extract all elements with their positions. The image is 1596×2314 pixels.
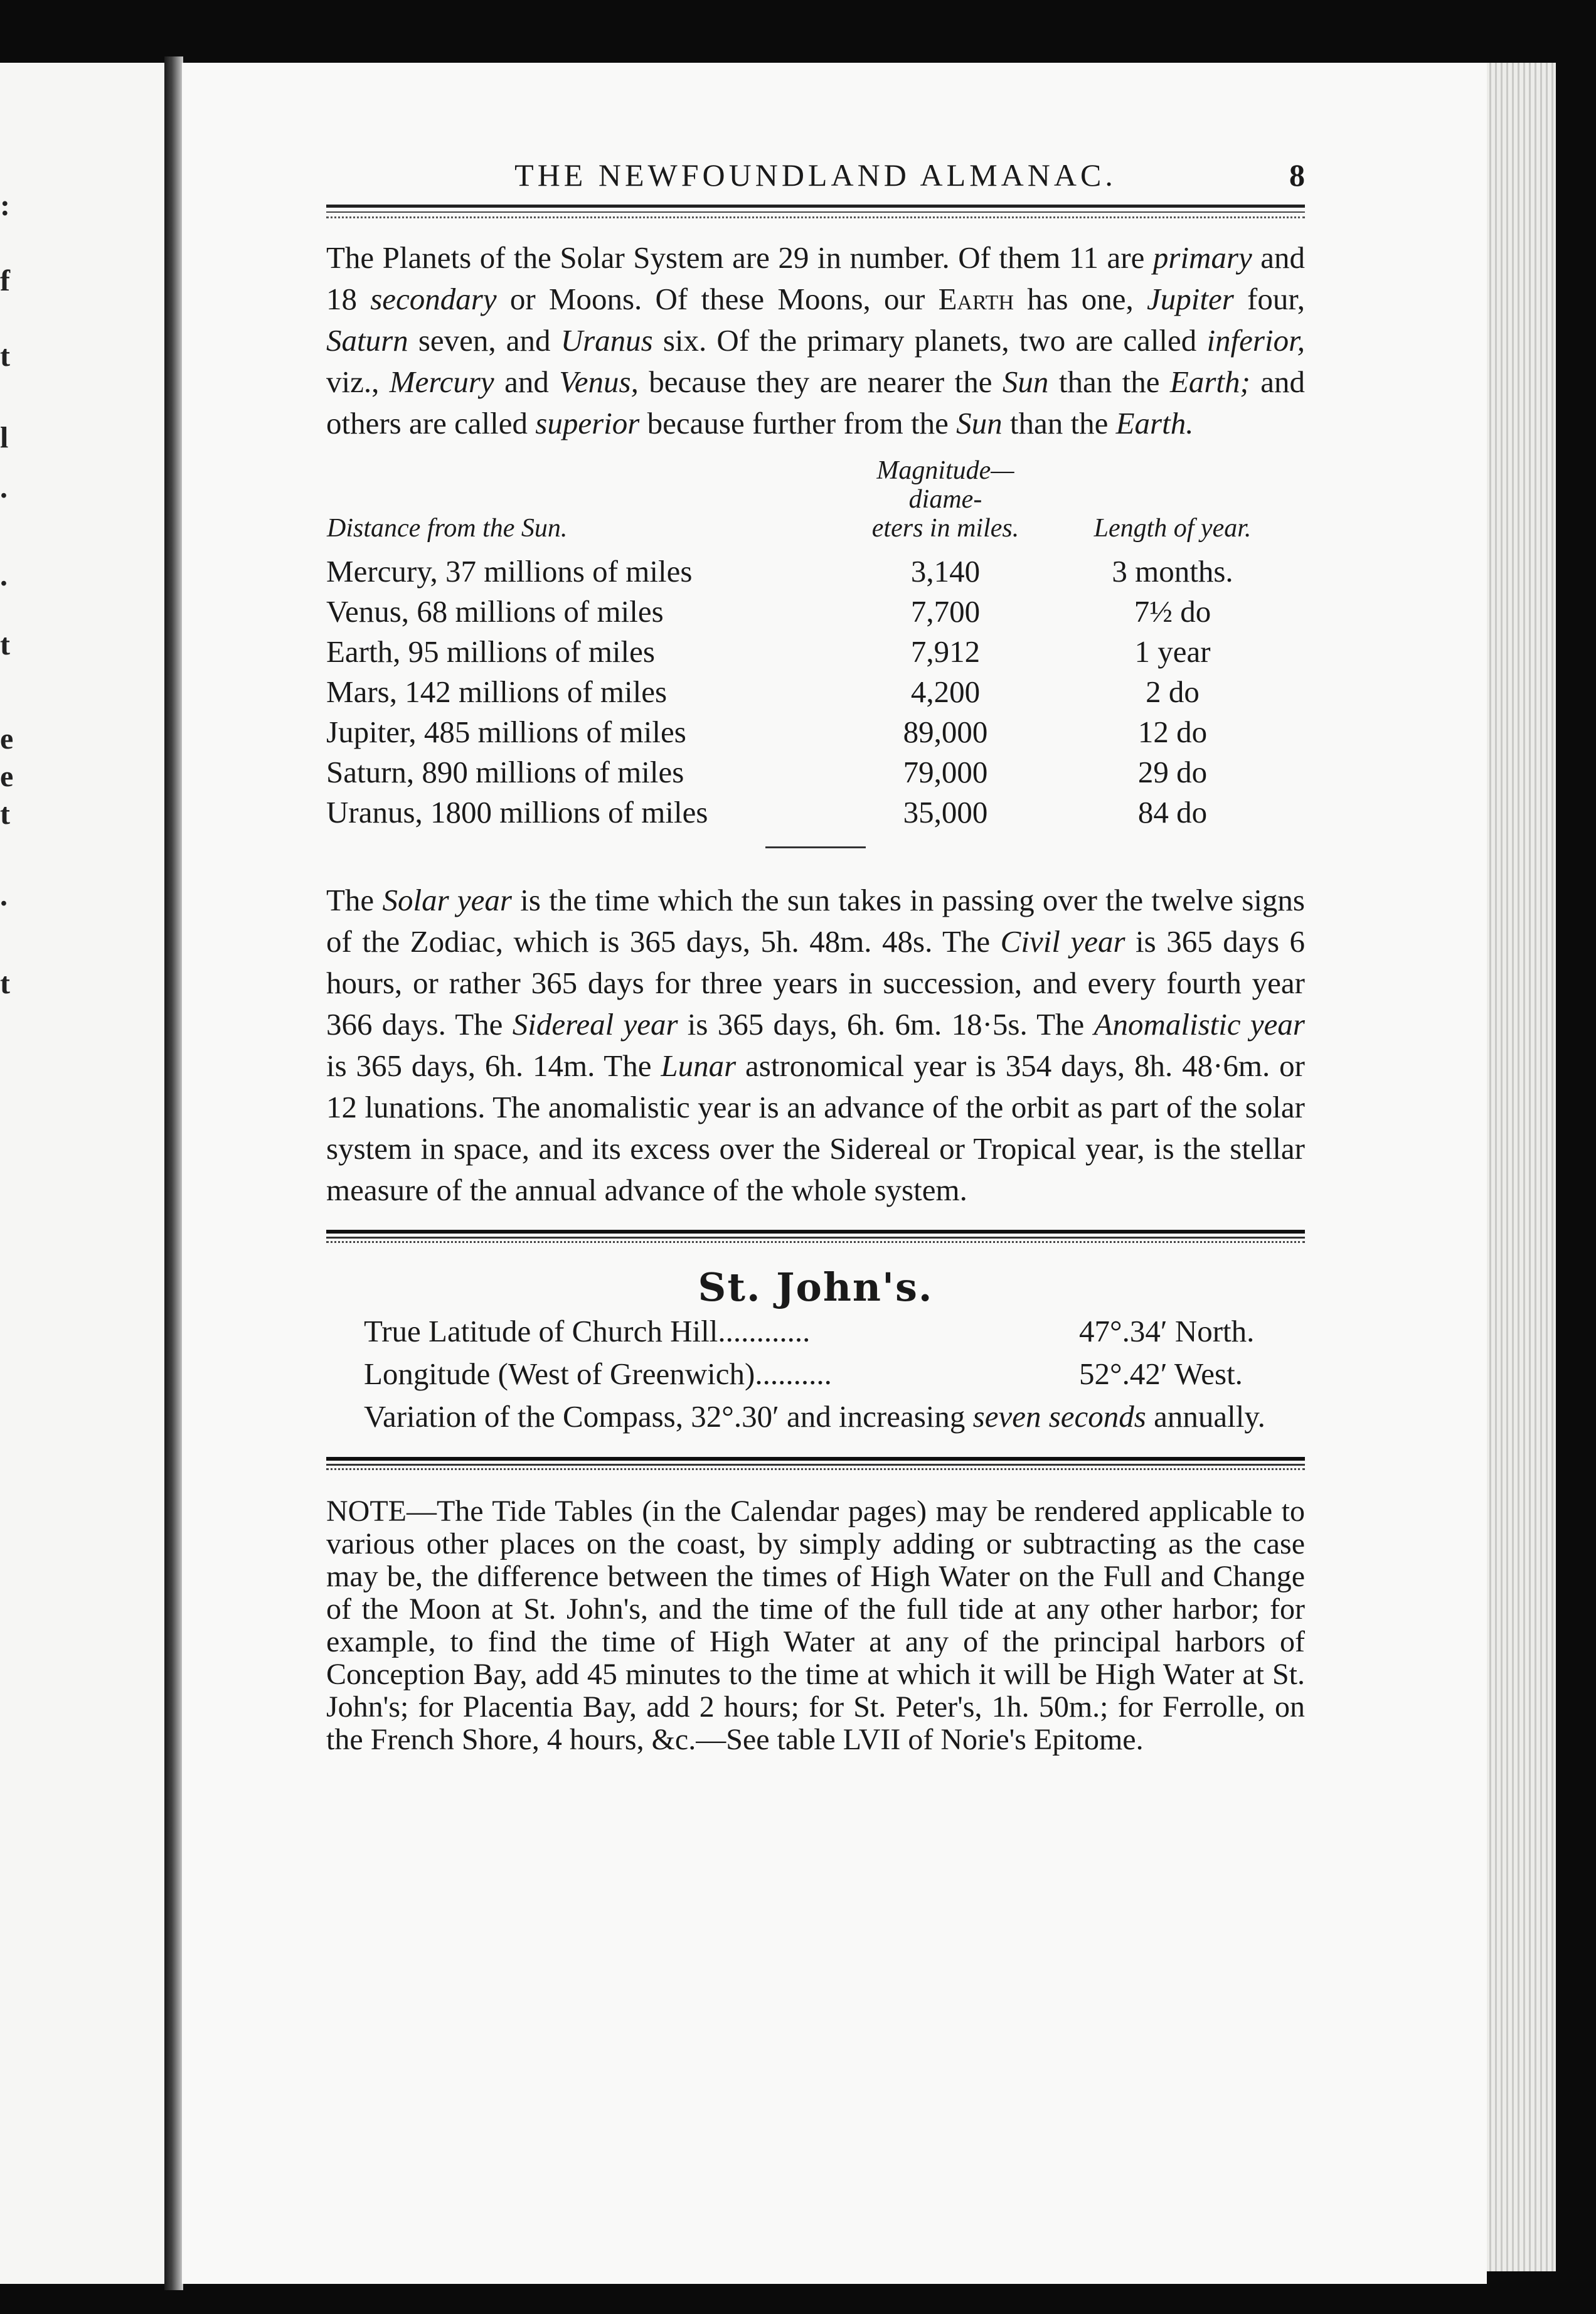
header-dotted-rule xyxy=(326,216,1305,218)
table-row: Venus, 68 millions of miles 7,700 7½ do xyxy=(326,594,1211,629)
table-row: Mercury, 37 millions of miles 3,140 3 months. xyxy=(326,554,1233,589)
header-rule xyxy=(326,205,1305,213)
latitude-label: True Latitude of Church Hill............ xyxy=(364,1314,811,1348)
left-page-fragment: e xyxy=(0,760,14,793)
header-year: Length of year. xyxy=(1093,514,1252,543)
left-page-edge xyxy=(0,63,171,2284)
header-title: THE NEWFOUNDLAND ALMANAC. xyxy=(514,157,1117,193)
left-page-fragment: t xyxy=(0,339,10,373)
table-row: Saturn, 890 millions of miles 79,000 29 do xyxy=(326,755,1208,789)
compass-variation: Variation of the Compass, 32°.30′ and increasing seven seconds annually. xyxy=(364,1399,1265,1434)
header-distance: Distance from the Sun. xyxy=(327,514,568,543)
planets-intro-paragraph: The Planets of the Solar System are 29 in number. Of them 11 are primary and 18 secondary or Moons. Of these Moons, our Earth has one, Jupiter four, Saturn seven, and Uranus six. Of the primary planets, two are called inferior, viz., Mercury and Venus, because they are nearer the Sun than the Earth; and others are called superior because further from the Sun than the Earth. xyxy=(326,240,1306,440)
section-dotted-rule-2 xyxy=(326,1468,1305,1470)
planets-table xyxy=(326,456,1305,833)
left-page-fragment: t xyxy=(0,797,10,831)
tide-note xyxy=(326,1495,1305,1756)
latitude-value: 47°.34′ North. xyxy=(1079,1314,1255,1348)
longitude-label: Longitude (West of Greenwich).......... xyxy=(364,1357,832,1391)
left-page-fragment: l xyxy=(0,421,9,454)
st-johns-title: St. John's. xyxy=(698,1264,934,1310)
running-header xyxy=(326,157,1305,201)
page-number: 8 xyxy=(1289,157,1305,193)
left-page-fragment: f xyxy=(0,264,10,297)
left-page-fragment: t xyxy=(0,628,10,661)
page-content xyxy=(326,157,1305,1756)
longitude-line xyxy=(326,1353,1305,1395)
table-row: Uranus, 1800 millions of miles 35,000 84 do xyxy=(326,795,1208,829)
book-gutter xyxy=(164,56,183,2290)
longitude-value: 52°.42′ West. xyxy=(1079,1357,1243,1391)
tide-note-text: NOTE—The Tide Tables (in the Calendar pages) may be rendered applicable to various other places on the coast, by simply adding or subtracting as the case may be, the difference between the times of High Water on the Full and Change of the Moon at St. John's, and the time of the full tide at any other harbor; for example, to find the time of High Water at any of the principal harbors of Conception Bay, add 45 minutes to the time at which it will be High Water at St. John's; for Placentia Bay, add 2 hours; for St. Peter's, 1h. 50m.; for Ferrolle, on the French Shore, 4 hours, &c.—See table LVII of Norie's Epitome. xyxy=(326,1495,1305,1756)
latitude-line xyxy=(326,1310,1305,1353)
section-rule-2 xyxy=(326,1457,1305,1466)
table-row: Jupiter, 485 millions of miles 89,000 12 do xyxy=(326,715,1208,749)
section-rule xyxy=(326,1230,1305,1239)
left-page-fragment: : xyxy=(0,189,10,222)
section-dotted-rule xyxy=(326,1241,1305,1243)
short-divider xyxy=(765,846,866,848)
left-page-fragment: e xyxy=(0,722,14,755)
left-page-fragment: . xyxy=(0,471,8,504)
left-page-fragment: t xyxy=(0,967,10,1000)
table-row: Mars, 142 millions of miles 4,200 2 do xyxy=(326,674,1200,709)
table-row: Earth, 95 millions of miles 7,912 1 year xyxy=(326,634,1211,669)
solar-year-paragraph: The Solar year is the time which the sun takes in passing over the twelve signs of the Zodiac, which is 365 days, 5h. 48m. 48s. The Civil year is 365 days 6 hours, or rather 365 days for three years in succession, and every fourth year 366 days. The Sidereal year is 365 days, 6h. 6m. 18·5s. The Anomalistic year is 365 days, 6h. 14m. The Lunar astronomical year is 354 days, 8h. 48·6m. or 12 lunations. The anomalistic year is an advance of the orbit as part of the solar system in space, and its excess over the Sidereal or Tropical year, is the stellar measure of the annual advance of the whole system. xyxy=(326,883,1306,1207)
left-page-fragment: . xyxy=(0,879,8,912)
header-magnitude: Magnitude—diame- eters in miles. xyxy=(871,456,1019,543)
table-header-row xyxy=(326,456,1305,552)
left-page-fragment: . xyxy=(0,559,8,592)
